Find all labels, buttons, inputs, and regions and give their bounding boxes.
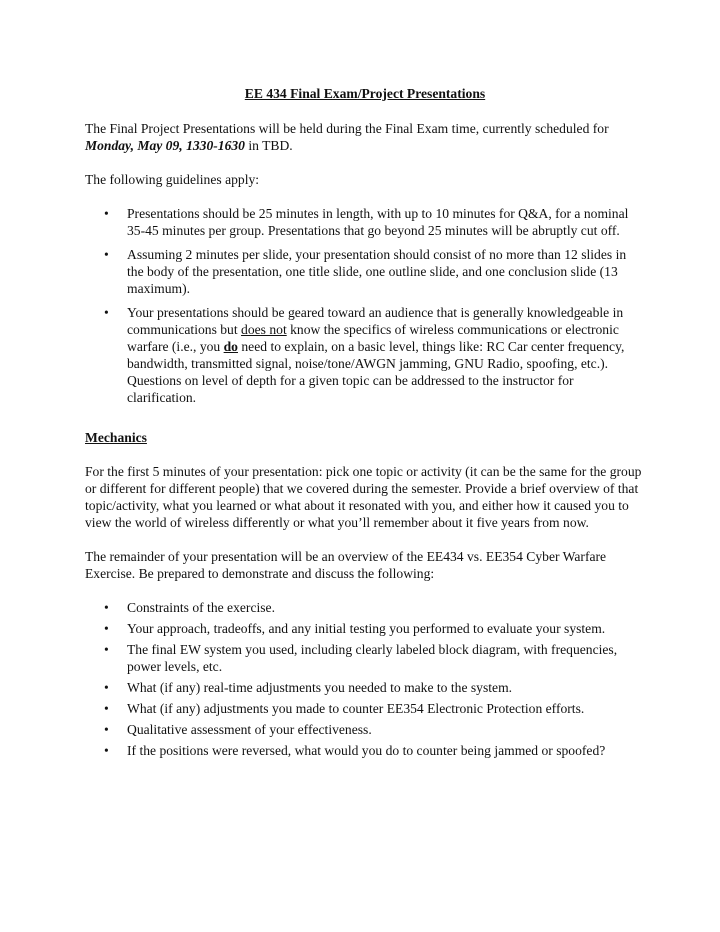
list-item [85, 599, 645, 616]
mechanics-heading: Mechanics [85, 430, 147, 445]
guidelines-intro: The following guidelines apply: [85, 172, 260, 187]
bullet-icon: • [104, 722, 109, 737]
mechanics-item-text: What (if any) adjustments you made to counter EE354 Electronic Protection efforts. [127, 701, 585, 716]
bullet-icon: • [104, 206, 109, 221]
bullet-icon: • [104, 680, 109, 695]
bullet-icon: • [104, 600, 109, 615]
mechanics-item-text: What (if any) real-time adjustments you needed to make to the system. [127, 680, 513, 695]
guideline-text-part: Your presentations should be geared toward an audience that is generally knowledgeable in communications but [127, 305, 624, 337]
bullet-icon: • [104, 701, 109, 716]
mechanics-item-text: Constraints of the exercise. [127, 600, 275, 615]
bullet-icon: • [104, 305, 109, 320]
list-item [85, 679, 645, 696]
intro-text-2: in TBD. [244, 138, 293, 153]
guideline-text-part: know the specifics of wireless communications or electronic warfare (i.e., you [127, 322, 619, 354]
list-item [85, 620, 645, 637]
mechanics-item-text: The final EW system you used, including clearly labeled block diagram, with frequencies, power levels, etc. [127, 642, 618, 674]
bullet-icon: • [104, 247, 109, 262]
intro-paragraph [85, 120, 645, 154]
guideline-text: Presentations should be 25 minutes in length, with up to 10 minutes for Q&A, for a nominal 35-45 minutes per group. Presentations that go beyond 25 minutes will be abruptly cut off. [127, 206, 629, 238]
mechanics-list [85, 599, 645, 759]
mechanics-item-text: Your approach, tradeoffs, and any initial testing you performed to evaluate your system. [127, 621, 606, 636]
guideline-text-part: need to explain, on a basic level, things like: RC Car center frequency, bandwidth, transmitted signal, noise/tone/AWGN jamming, GNU Radio, spoofing, etc.). Questions on level of depth for a given topic can be addressed to the instructor for clarification. [127, 339, 625, 405]
mechanics-item-text: Qualitative assessment of your effectiveness. [127, 722, 372, 737]
mechanics-paragraph-2: The remainder of your presentation will be an overview of the EE434 vs. EE354 Cyber Warfare Exercise. Be prepared to demonstrate and discuss the following: [85, 549, 607, 581]
guideline-text [127, 305, 624, 405]
do-emphasis: do [223, 339, 238, 354]
guideline-text: Assuming 2 minutes per slide, your presentation should consist of no more than 12 slides in the body of the presentation, one title slide, one outline slide, and one conclusion slide (13 maximum). [127, 247, 627, 296]
guidelines-list [85, 205, 645, 406]
bullet-icon: • [104, 642, 109, 657]
list-item [85, 641, 645, 675]
list-item [85, 742, 645, 759]
mechanics-item-text: If the positions were reversed, what would you do to counter being jammed or spoofed? [127, 743, 606, 758]
exam-date: Monday, May 09, 1330-1630 [85, 138, 245, 153]
intro-text-1: The Final Project Presentations will be held during the Final Exam time, currently scheduled for [85, 121, 609, 136]
does-not-emphasis: does not [241, 322, 287, 337]
list-item [85, 304, 645, 406]
document-title: EE 434 Final Exam/Project Presentations [244, 86, 486, 101]
list-item [85, 721, 645, 738]
bullet-icon: • [104, 621, 109, 636]
document-page [85, 85, 645, 763]
list-item [85, 205, 645, 239]
list-item [85, 700, 645, 717]
mechanics-paragraph-1: For the first 5 minutes of your presentation: pick one topic or activity (it can be the same for the group or different for different people) that we covered during the semester. Provide a brief overview of that topic/activity, what you learned or what about it resonated with you, and either how it caused you to view the world of wireless differently or what you’ll remember about it five years from now. [85, 464, 642, 530]
bullet-icon: • [104, 743, 109, 758]
list-item [85, 246, 645, 297]
